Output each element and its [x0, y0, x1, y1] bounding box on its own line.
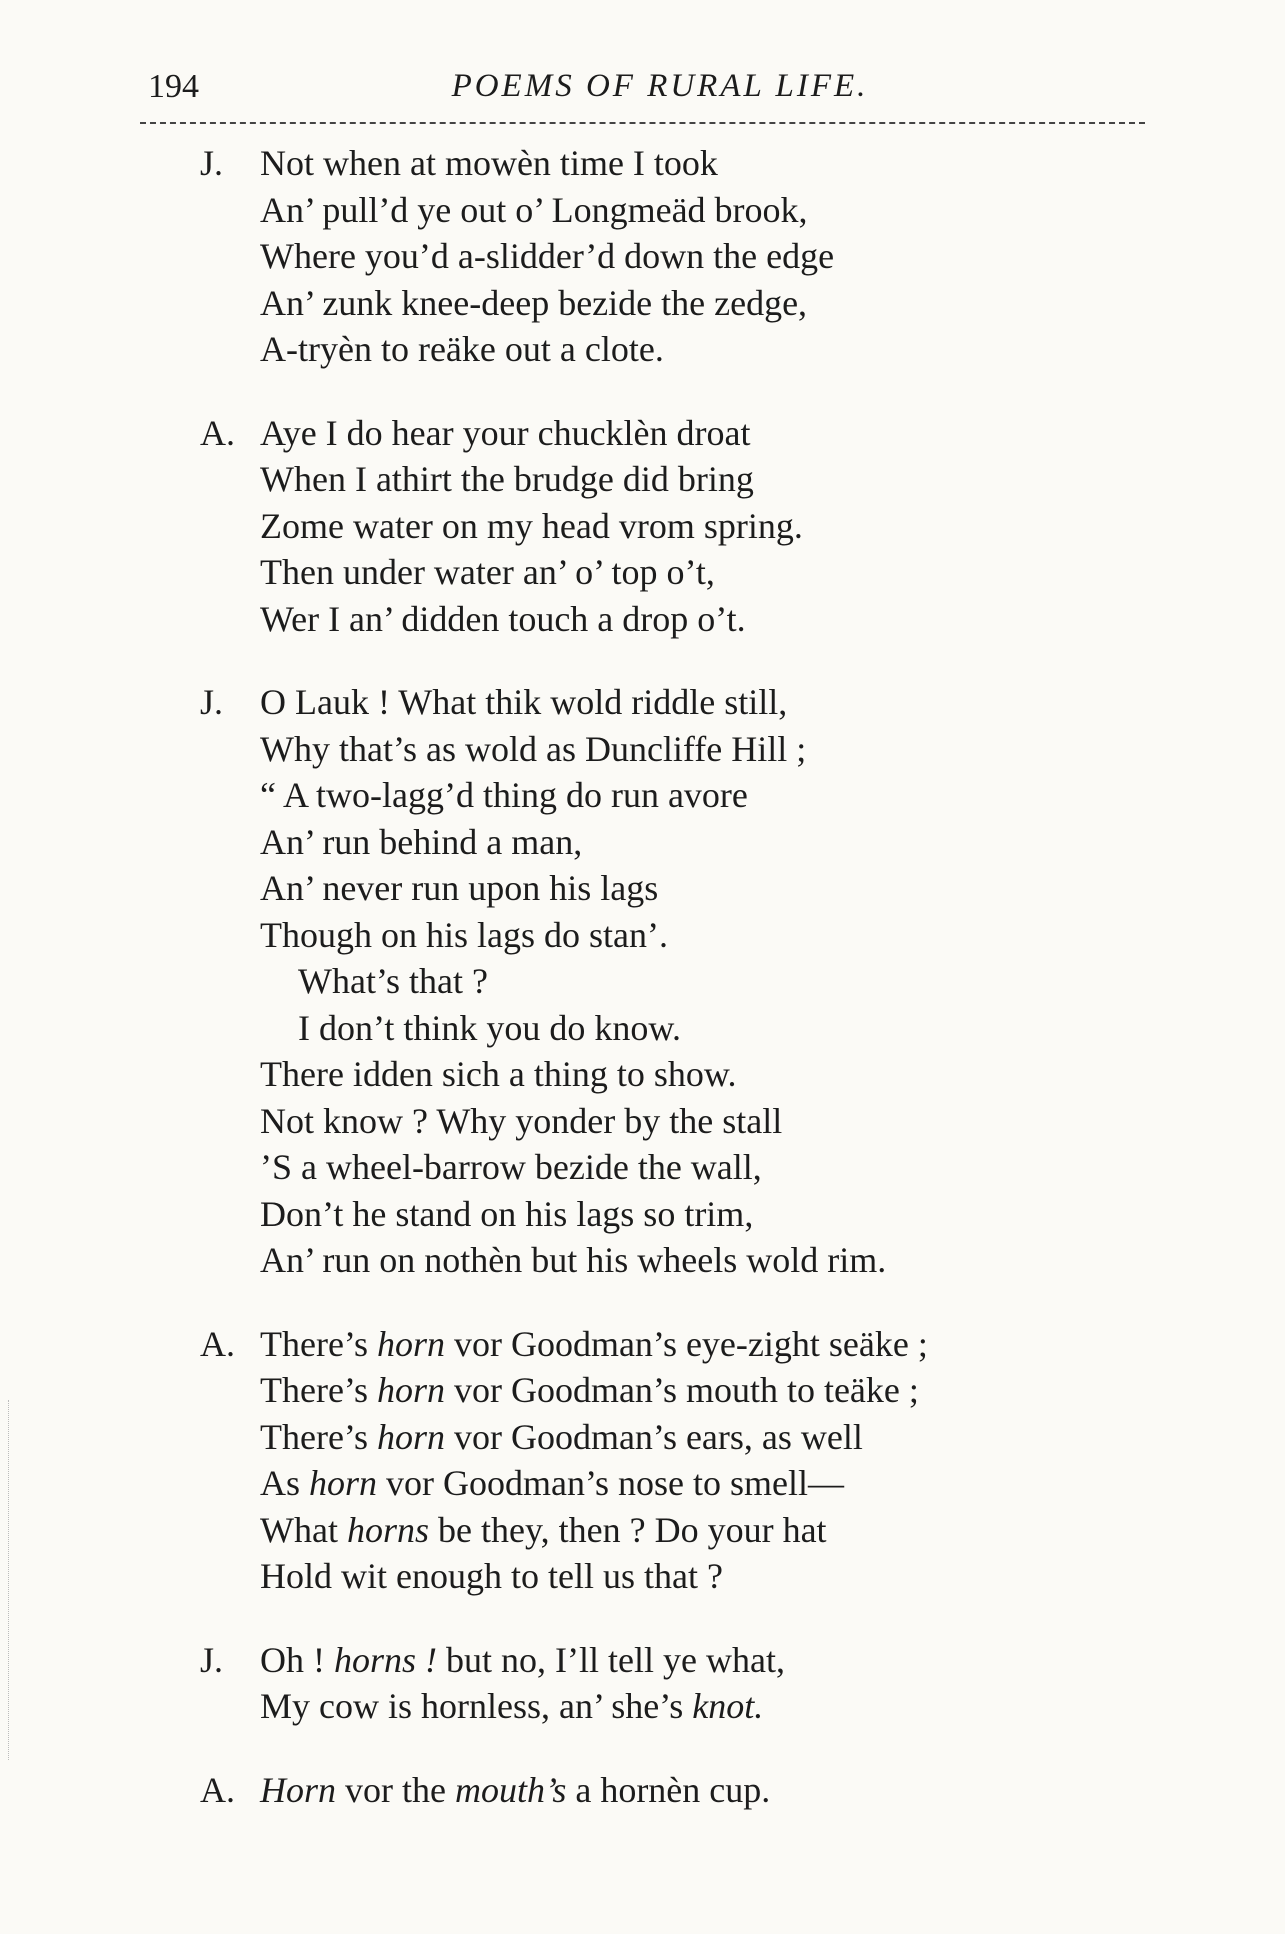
- italic-text: horn: [309, 1463, 378, 1503]
- line-text: What’s that ?: [298, 961, 488, 1001]
- line-text: vor Goodman’s eye-zight seäke ;: [444, 1323, 928, 1364]
- italic-text: mouth: [454, 1769, 545, 1810]
- speaker-label: A.: [200, 412, 235, 453]
- line-text: When I athirt the brudge did bring: [260, 459, 754, 499]
- line-text: vor Goodman’s nose to smell—: [377, 1463, 844, 1503]
- poem-line: [190, 1507, 1090, 1554]
- poem-line: [190, 1051, 1090, 1098]
- poem-line: [190, 1683, 1090, 1730]
- speaker-label: J.: [200, 1639, 224, 1680]
- line-text: As: [260, 1463, 310, 1503]
- poem-line: [190, 1637, 1090, 1684]
- speaker-label: A.: [200, 1769, 235, 1810]
- poem-line: [190, 549, 1090, 596]
- poem-line: [190, 326, 1090, 373]
- poem-line: [190, 1005, 1090, 1052]
- poem-line: [190, 865, 1090, 912]
- line-text: Not when at mowèn time I took: [260, 143, 718, 183]
- line-text: There idden sich a thing to show.: [260, 1054, 737, 1094]
- poem-line: [190, 187, 1090, 234]
- poem-line: [190, 1144, 1090, 1191]
- line-text: My cow is hornless, an’ she’s: [260, 1686, 693, 1726]
- stanza: [190, 140, 1090, 373]
- line-text: There’s: [260, 1323, 377, 1364]
- poem-line: [190, 456, 1090, 503]
- poem-body: [190, 140, 1090, 1850]
- line-text: Though on his lags do stan’.: [260, 914, 668, 955]
- poem-line: [190, 1767, 1090, 1814]
- italic-text: horns: [346, 1509, 429, 1550]
- speaker-label: J.: [200, 682, 224, 722]
- line-text: Don’t he stand on his lags so trim,: [260, 1193, 754, 1234]
- line-text: be they, then ? Do your hat: [429, 1509, 827, 1550]
- line-text: vor Goodman’s mouth to teäke ;: [444, 1370, 919, 1410]
- stanza: [190, 1321, 1090, 1600]
- line-text: An’ never run upon his lags: [260, 868, 659, 908]
- poem-line: [190, 1191, 1090, 1238]
- line-text: An’ run behind a man,: [260, 821, 583, 862]
- running-title: POEMS OF RURAL LIFE.: [451, 68, 869, 104]
- line-text: Not know ? Why yonder by the stall: [260, 1100, 783, 1141]
- speaker-label: A.: [200, 1323, 235, 1364]
- poem-line: [190, 1460, 1090, 1507]
- poem-line: [190, 1237, 1090, 1284]
- poem-line: [190, 503, 1090, 550]
- line-text: “ A two-lagg’d thing do run avore: [260, 775, 748, 815]
- italic-text: ’s: [544, 1769, 567, 1810]
- poem-line: [190, 596, 1090, 643]
- poem-line: [190, 958, 1090, 1005]
- line-text: An’ zunk knee-deep bezide the zedge,: [260, 282, 808, 323]
- line-text: There’s: [260, 1370, 377, 1410]
- stanza: [190, 1767, 1090, 1814]
- poem-line: [190, 912, 1090, 959]
- line-text: Where you’d a-slidder’d down the edge: [260, 236, 835, 276]
- poem-line: [190, 1098, 1090, 1145]
- poem-line: [190, 233, 1090, 280]
- poem-line: [190, 772, 1090, 819]
- line-text: What: [260, 1509, 347, 1550]
- line-text: ’S a wheel-barrow bezide the wall,: [260, 1147, 762, 1187]
- poem-line: [190, 410, 1090, 457]
- line-text: vor Goodman’s ears, as well: [444, 1416, 863, 1457]
- stanza: [190, 1637, 1090, 1730]
- italic-text: knot.: [692, 1686, 764, 1726]
- line-text: An’ run on nothèn but his wheels wold rim.: [260, 1240, 887, 1280]
- poem-line: [190, 1553, 1090, 1600]
- page-number: 194: [148, 68, 199, 105]
- line-text: Wer I an’ didden touch a drop o’t.: [260, 598, 746, 639]
- line-text: Aye I do hear your chucklèn droat: [260, 412, 751, 453]
- poem-line: [190, 1414, 1090, 1461]
- line-text: There’s: [260, 1416, 377, 1457]
- line-text: Zome water on my head vrom spring.: [260, 505, 803, 546]
- line-text: A-tryèn to reäke out a clote.: [260, 329, 664, 369]
- speaker-label: J.: [200, 143, 224, 183]
- line-text: Why that’s as wold as Duncliffe Hill ;: [260, 728, 807, 769]
- line-text: vor the: [336, 1769, 455, 1810]
- poem-line: [190, 1367, 1090, 1414]
- italic-text: horns !: [334, 1639, 438, 1680]
- italic-text: horn: [376, 1370, 445, 1410]
- italic-text: Horn: [260, 1769, 337, 1810]
- line-text: O Lauk ! What thik wold riddle still,: [260, 682, 788, 722]
- poem-line: [190, 1321, 1090, 1368]
- line-text: Oh !: [260, 1639, 334, 1680]
- page-header: [140, 60, 1140, 120]
- italic-text: horn: [376, 1323, 445, 1364]
- line-text: An’ pull’d ye out o’ Longmeäd brook,: [260, 189, 808, 230]
- poem-line: [190, 726, 1090, 773]
- line-text: Hold wit enough to tell us that ?: [260, 1556, 723, 1596]
- line-text: a hornèn cup.: [566, 1769, 771, 1810]
- poem-line: [190, 819, 1090, 866]
- line-text: but no, I’ll tell ye what,: [437, 1639, 785, 1680]
- poem-line: [190, 140, 1090, 187]
- line-text: I don’t think you do know.: [298, 1007, 681, 1048]
- stanza: [190, 410, 1090, 643]
- line-text: Then under water an’ o’ top o’t,: [260, 552, 715, 592]
- margin-mark: [8, 1400, 11, 1760]
- italic-text: horn: [376, 1416, 445, 1457]
- poem-line: [190, 679, 1090, 726]
- stanza: [190, 679, 1090, 1284]
- header-rule: [140, 122, 1145, 124]
- poem-line: [190, 280, 1090, 327]
